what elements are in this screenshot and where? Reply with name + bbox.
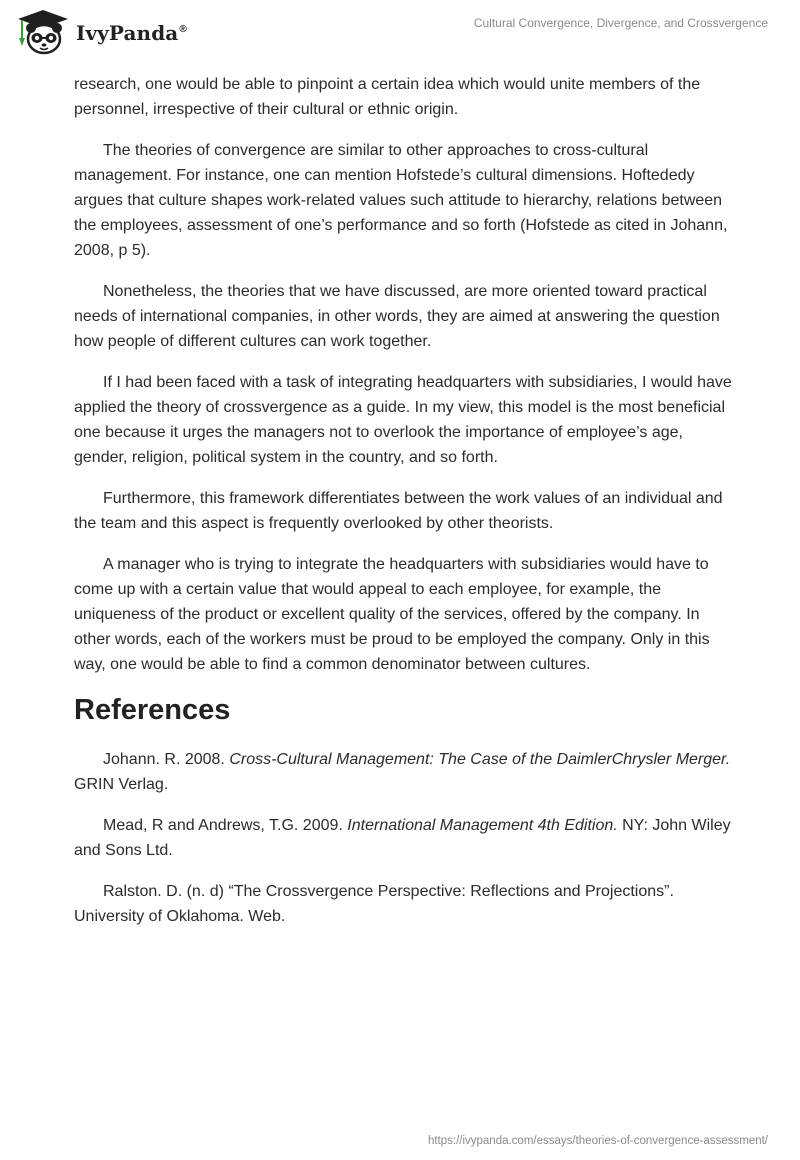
source-url-link[interactable]: https://ivypanda.com/essays/theories-of-convergence-assessment/	[427, 1135, 768, 1147]
reference-item	[74, 879, 734, 929]
reference-publisher: NY: John Wiley and Sons Ltd.	[74, 817, 731, 859]
document-title: Cultural Convergence, Divergence, and Crossvergence	[473, 16, 768, 30]
reference-publisher: GRIN Verlag.	[74, 776, 169, 793]
page-header	[0, 0, 800, 70]
reference-item	[74, 747, 734, 797]
reference-author: Mead, R and Andrews, T.G. 2009.	[103, 817, 348, 834]
body-paragraph: A manager who is trying to integrate the headquarters with subsidiaries would have to come up with a certain value that would appeal to each employee, for example, the uniqueness of the product or excellent quality of the services, offered by the company. In other words, each of the workers must be proud to be employed the company. Only in this way, one would be able to find a common denominator between cultures.	[74, 556, 710, 673]
body-paragraph: If I had been faced with a task of integrating headquarters with subsidiaries, I would have applied the theory of crossvergence as a guide. In my view, this model is the most beneficial one because it urges the managers not to overlook the importance of employee’s age, gender, religion, political system in the country, and so forth.	[74, 374, 732, 466]
ivypanda-logo[interactable]	[14, 8, 187, 56]
reference-author: Johann. R. 2008.	[103, 751, 230, 768]
panda-graduate-logo-icon	[14, 8, 72, 56]
references-heading: References	[74, 694, 231, 726]
body-paragraph: Furthermore, this framework differentiates between the work values of an individual and the team and this aspect is frequently overlooked by other theorists.	[74, 490, 723, 532]
body-paragraph: Nonetheless, the theories that we have discussed, are more oriented toward practical needs of international companies, in other words, they are aimed at answering the question how people of different cultures can work together.	[74, 283, 720, 350]
essay-content	[74, 72, 734, 945]
reference-title: Cross-Cultural Management: The Case of the DaimlerChrysler Merger.	[229, 751, 731, 768]
reference-item	[74, 813, 734, 863]
reference-title: International Management 4th Edition.	[347, 817, 618, 834]
brand-text: IvyPanda	[76, 21, 179, 45]
reference-author: Ralston. D. (n. d) “The Crossvergence Perspective: Reflections and Projections”. University of Oklahoma. Web.	[74, 883, 674, 925]
body-paragraph: research, one would be able to pinpoint a certain idea which would unite members of the personnel, irrespective of their cultural or ethnic origin.	[74, 76, 701, 118]
registered-mark: ®	[179, 24, 187, 36]
body-paragraph: The theories of convergence are similar to other approaches to cross-cultural management. For instance, one can mention Hofstede’s cultural dimensions. Hoftededy argues that culture shapes work-related values such attitude to hierarchy, relations between the employees, assessment of one’s performance and so forth (Hofstede as cited in Johann, 2008, p 5).	[74, 142, 728, 259]
brand-name	[76, 21, 187, 45]
